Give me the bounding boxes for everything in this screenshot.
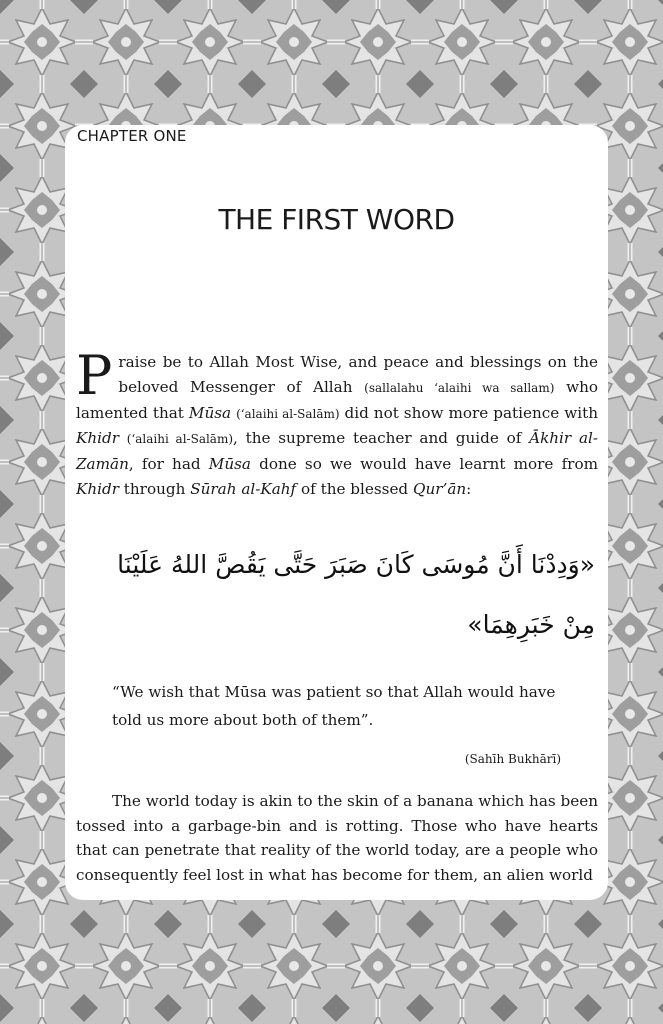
chapter-label: CHAPTER ONE xyxy=(77,127,187,145)
arabic-hadith-line-1: «وَدِدْنَا أَنَّ مُوسَى كَانَ صَبَرَ حَتَّى يَقُصَّ اللهُ عَلَيْنَا xyxy=(117,550,595,579)
second-paragraph: The world today is akin to the skin of a banana which has been tossed into a garbage-bin and is rotting. Those who have hearts that can penetrate that reality of the world today, are a people who consequently feel lost in what has become for them, an alien world xyxy=(76,792,598,884)
drop-cap: P xyxy=(76,344,113,407)
translation-quote: “We wish that Mūsa was patient so that Allah would have told us more about both of them”. xyxy=(112,683,556,729)
hadith-source: (Sahīh Bukhārī) xyxy=(464,752,561,766)
chapter-title: THE FIRST WORD xyxy=(218,203,455,236)
arabic-hadith-line-2: مِنْ خَبَرِهِمَا» xyxy=(467,610,595,639)
content-panel xyxy=(65,125,608,900)
intro-paragraph: Praise be to Allah Most Wise, and peace and blessings on the beloved Messenger of Allah (sallalahu ‘alaihi wa sallam) who lamented that Mūsa (‘alaihi al-Salām) did not show more patience with Khidr (‘alaihi al-Salām), the supreme teacher and guide of Ākhir al-Zamān, for had Mūsa done so we would have learnt more from Khidr through Sūrah al-Kahf of the blessed Qur’ān: xyxy=(76,344,598,498)
